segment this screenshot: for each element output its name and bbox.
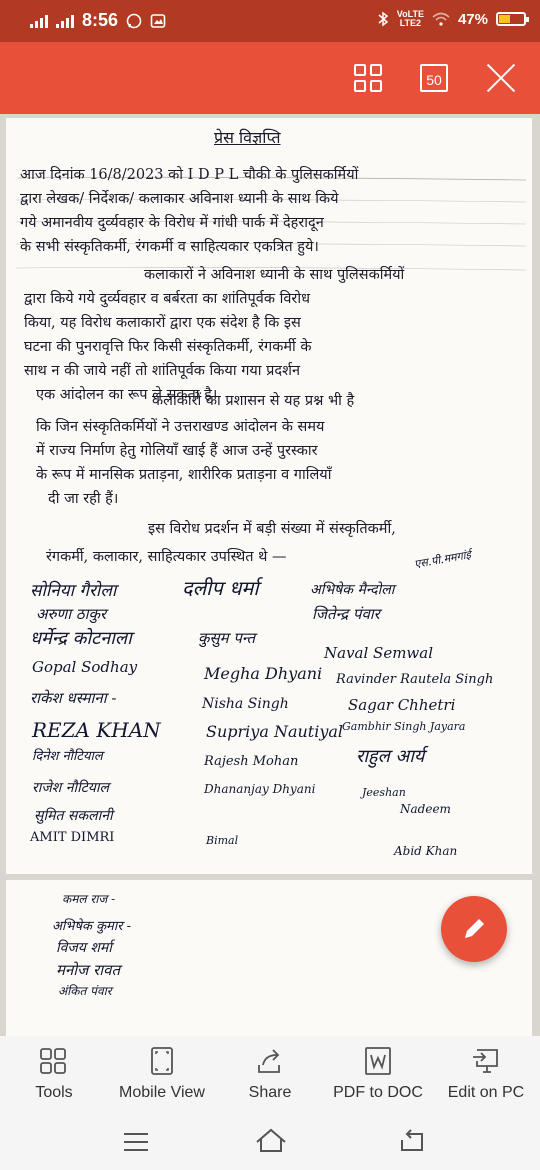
home-icon[interactable]	[254, 1126, 288, 1154]
back-icon[interactable]	[398, 1128, 426, 1154]
paragraph-2-line: साथ न की जाये नहीं तो शांतिपूर्वक किया गया प्रदर्शन	[24, 363, 301, 379]
document-viewer[interactable]	[0, 114, 540, 1036]
signal-icon	[30, 14, 48, 28]
tools-icon	[39, 1047, 69, 1075]
status-right	[377, 10, 526, 28]
signature: Sagar Chhetri	[348, 696, 456, 714]
signature: Gambhir Singh Jayara	[342, 720, 466, 733]
signature: Supriya Nautiyal	[206, 722, 344, 741]
signal-icon-2	[56, 14, 74, 28]
signature: Abid Khan	[394, 844, 458, 858]
paragraph-2-line: कलाकारों ने अविनाश ध्यानी के साथ पुलिसकर्मियों	[144, 267, 405, 283]
whatsapp-icon	[126, 13, 142, 29]
signature: दिनेश नौटियाल	[32, 749, 103, 764]
mobile-view-button[interactable]	[114, 1046, 210, 1102]
signature: अरुणा ठाकुर	[36, 605, 107, 623]
status-time: 8:56	[82, 10, 119, 30]
signature: Megha Dhyani	[204, 664, 323, 683]
signature: Naval Semwal	[324, 644, 434, 662]
share-button[interactable]	[244, 1046, 296, 1102]
signature: जितेन्द्र पंवार	[312, 605, 380, 623]
paragraph-1-line: द्वारा लेखक/ निर्देशक/ कलाकार अविनाश ध्यानी के साथ किये	[20, 191, 339, 207]
signature: REZA KHAN	[32, 718, 161, 742]
system-nav-bar	[0, 1116, 540, 1170]
bluetooth-icon	[377, 11, 389, 27]
paragraph-3-line: कलाकारों का प्रशासन से यह प्रश्न भी है	[152, 393, 355, 409]
paragraph-3-line: दी जा रही हैं।	[48, 491, 119, 507]
battery-fill	[499, 15, 510, 23]
signature: विजय शर्मा	[56, 940, 112, 956]
signature: धर्मेन्द्र कोटनाला	[30, 628, 132, 649]
battery-icon	[496, 12, 526, 26]
page-count-button[interactable]: 50	[420, 64, 448, 92]
signature: सुमित सकलानी	[34, 808, 113, 824]
mobile-view-label: Mobile View	[119, 1084, 205, 1101]
signature: Ravinder Rautela Singh	[336, 672, 494, 687]
signature: Dhananjay Dhyani	[204, 782, 316, 796]
signature: Nisha Singh	[202, 696, 289, 712]
document-heading: प्रेस विज्ञप्ति	[214, 128, 281, 147]
wifi-icon	[432, 12, 450, 26]
share-icon	[255, 1047, 285, 1075]
edit-fab-button[interactable]	[441, 896, 507, 962]
signature: मनोज रावत	[56, 961, 120, 979]
mobile-view-icon	[149, 1046, 175, 1076]
paragraph-3-line: में राज्य निर्माण हेतु गोलियाँ खाई हैं आज उन्हें पुरस्कार	[36, 443, 318, 459]
signature: Bimal	[206, 834, 239, 847]
signature: राहुल आर्य	[356, 746, 425, 767]
viewer-toolbar	[0, 42, 540, 114]
battery-percent: 47%	[457, 10, 488, 28]
signature: राजेश नौटियाल	[32, 780, 110, 796]
menu-icon[interactable]	[122, 1130, 150, 1154]
paragraph-3-line: कि जिन संस्कृतिकर्मियों ने उत्तराखण्ड आंदोलन के समय	[36, 419, 325, 435]
paragraph-4-line: रंगकर्मी, कलाकार, साहित्यकार उपस्थित थे —	[46, 549, 287, 565]
pencil-icon	[459, 914, 489, 944]
gallery-icon	[150, 13, 166, 29]
paragraph-4-line: इस विरोध प्रदर्शन में बड़ी संख्या में संस्कृतिकर्मी,	[148, 521, 396, 537]
paragraph-1-line: के सभी संस्कृतिकर्मी, रंगकर्मी व साहित्यकार एकत्रित हुये।	[20, 239, 319, 255]
edit-on-pc-button[interactable]	[442, 1046, 530, 1102]
lte-indicator: VoLTE LTE2	[396, 9, 424, 28]
signature: AMIT DIMRI	[30, 830, 115, 845]
paragraph-3-line: के रूप में मानसिक प्रताड़ना, शारीरिक प्रताड़ना व गालियाँ	[36, 467, 332, 483]
close-icon[interactable]	[485, 62, 517, 94]
grid-view-icon[interactable]	[354, 64, 382, 92]
status-left	[30, 10, 166, 31]
bottom-toolbar	[0, 1036, 540, 1116]
signature: एस.पी.ममगांई	[413, 548, 472, 571]
signature: Nadeem	[400, 802, 451, 816]
signature: कुसुम पन्त	[198, 629, 256, 647]
status-bar	[0, 0, 540, 42]
paragraph-2-line: द्वारा किये गये दुर्व्यवहार व बर्बरता का शांतिपूर्वक विरोध	[24, 291, 310, 307]
signature: राकेश धस्माना -	[30, 689, 117, 707]
pdf-to-doc-label: PDF to DOC	[333, 1084, 423, 1101]
paragraph-1-line: गये अमानवीय दुर्व्यवहार के विरोध में गांधी पार्क में देहरादून	[20, 215, 324, 231]
paragraph-2-line: एक आंदोलन का रूप ले सकता है।	[36, 387, 218, 403]
paragraph-2-line: किया, यह विरोध कलाकारों द्वारा एक संदेश है कि इस	[24, 315, 301, 331]
signature: अभिषेक मैन्दोला	[310, 582, 395, 598]
paragraph-2-line: घटना की पुनरावृत्ति फिर किसी संस्कृतिकर्मी, रंगकर्मी के	[24, 339, 312, 355]
signature: अभिषेक कुमार -	[52, 919, 132, 934]
edit-on-pc-label: Edit on PC	[447, 1084, 525, 1101]
tools-label: Tools	[35, 1084, 73, 1101]
edit-on-pc-icon	[471, 1047, 501, 1075]
signature: Rajesh Mohan	[204, 754, 299, 769]
signature: कमल राज -	[62, 892, 116, 906]
tools-button[interactable]	[28, 1046, 80, 1102]
pdf-to-doc-icon	[364, 1046, 392, 1076]
signature: Gopal Sodhay	[32, 658, 138, 676]
signature: Jeeshan	[362, 786, 406, 799]
share-label: Share	[248, 1084, 292, 1101]
signature: अंकित पंवार	[58, 984, 112, 998]
signature: दलीप धर्मा	[182, 576, 259, 600]
signature: सोनिया गैरोला	[30, 581, 117, 601]
paragraph-1-line: आज दिनांक 16/8/2023 को I D P L चौकी के पुलिसकर्मियों	[20, 167, 359, 183]
pdf-to-doc-button[interactable]	[330, 1046, 426, 1102]
document-page-1	[6, 118, 532, 874]
